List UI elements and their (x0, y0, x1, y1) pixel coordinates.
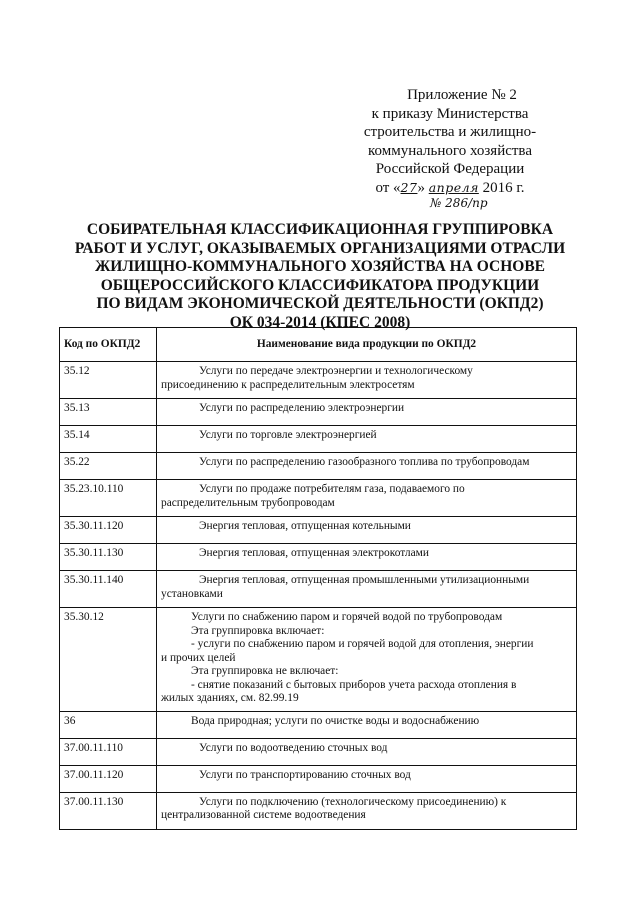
row-code: 36 (60, 711, 157, 738)
row-code: 35.30.11.120 (60, 517, 157, 544)
row-name (157, 608, 577, 712)
appendix-country-line: Российской Федерации (375, 161, 525, 178)
row-code: 35.30.12 (60, 608, 157, 712)
date-month-handwritten: апреля (428, 179, 479, 195)
title-line-6: ОК 034-2014 (КПЕС 2008) (229, 313, 411, 331)
table-row (60, 480, 577, 517)
appendix-ministry-line-1: строительства и жилищно- (363, 124, 537, 141)
row-name-line: Услуги по торговле электроэнергией (199, 429, 377, 441)
table-row (60, 765, 577, 792)
title-line-4: ОБЩЕРОССИЙСКОГО КЛАССИФИКАТОРА ПРОДУКЦИИ (100, 276, 540, 294)
row-name-line: Услуги по транспортированию сточных вод (199, 768, 411, 781)
row-name (157, 362, 577, 399)
row-name (157, 765, 577, 792)
row-name-line: Энергия тепловая, отпущенная котельными (199, 520, 411, 532)
row-name (157, 571, 577, 608)
row-name (157, 399, 577, 426)
row-code: 35.22 (60, 453, 157, 480)
row-name-line: Эта группировка не включает: (191, 665, 339, 677)
header-code: Код по ОКПД2 (60, 328, 157, 362)
row-name (157, 517, 577, 544)
row-name-line: Услуги по водоотведению сточных вод (199, 741, 388, 754)
date-year: 2016 г. (478, 179, 525, 196)
row-name-line: - услуги по снабжению паром и горячей водой для отопления, энергии (191, 638, 534, 650)
row-name-line: Энергия тепловая, отпущенная электрокотлами (199, 547, 429, 559)
table-row (60, 517, 577, 544)
row-code: 35.30.11.140 (60, 571, 157, 608)
title-line-5: ПО ВИДАМ ЭКОНОМИЧЕСКОЙ ДЕЯТЕЛЬНОСТИ (ОКПД2) (96, 295, 544, 313)
table-row (60, 792, 577, 829)
row-name-line: Эта группировка включает: (191, 624, 325, 637)
row-name (157, 544, 577, 571)
table-row (60, 738, 577, 765)
title-line-2: РАБОТ И УСЛУГ, ОКАЗЫВАЕМЫХ ОРГАНИЗАЦИЯМИ ОТРАСЛИ (74, 239, 566, 257)
row-name-line: и прочих целей (161, 651, 236, 664)
row-code: 37.00.11.110 (60, 738, 157, 765)
appendix-block (300, 86, 600, 198)
table-row (60, 571, 577, 608)
row-name (157, 480, 577, 517)
appendix-order-line: к приказу Министерства (371, 105, 529, 122)
row-name-line: - снятие показаний с бытовых приборов учета расхода отопления в (191, 678, 517, 691)
row-name-line: присоединению к распределительным электросетям (161, 378, 415, 391)
row-name-line: централизованной системе водоотведения (161, 809, 366, 821)
table-row (60, 453, 577, 480)
table-row (60, 399, 577, 426)
row-name-line: Услуги по передаче электроэнергии и технологическому (199, 365, 473, 377)
order-number-handwritten: № 286/пр (430, 196, 488, 210)
row-name (157, 711, 577, 738)
document-title (40, 221, 600, 333)
row-name-line: установками (161, 587, 223, 600)
row-name-line: жилых зданиях, см. 82.99.19 (161, 692, 299, 704)
row-name (157, 453, 577, 480)
row-code: 35.30.11.130 (60, 544, 157, 571)
row-name (157, 426, 577, 453)
appendix-ministry-line-2: коммунального хозяйства (368, 142, 532, 159)
date-prefix: от « (375, 179, 401, 196)
row-name (157, 792, 577, 829)
title-line-3: ЖИЛИЩНО-КОММУНАЛЬНОГО ХОЗЯЙСТВА НА ОСНОВЕ (94, 258, 545, 276)
row-name-line: Услуги по подключению (технологическому присоединению) к (199, 795, 507, 808)
row-name-line: Энергия тепловая, отпущенная промышленными утилизационными (199, 574, 530, 586)
row-code: 35.13 (60, 399, 157, 426)
table-row (60, 426, 577, 453)
row-code: 37.00.11.120 (60, 765, 157, 792)
table-row (60, 544, 577, 571)
row-name-line: Услуги по снабжению паром и горячей водой по трубопроводам (191, 611, 503, 623)
row-name-line: Услуги по распределению электроэнергии (199, 402, 405, 414)
table-row (60, 711, 577, 738)
date-mid: » (417, 179, 429, 196)
row-name (157, 738, 577, 765)
row-code: 37.00.11.130 (60, 792, 157, 829)
date-day-handwritten: 27 (400, 179, 418, 195)
table-header-row (60, 328, 577, 362)
row-name-line: Услуги по продаже потребителям газа, подаваемого по (199, 483, 465, 495)
table-row (60, 362, 577, 399)
title-line-1: СОБИРАТЕЛЬНАЯ КЛАССИФИКАЦИОННАЯ ГРУППИРОВКА (86, 221, 554, 238)
appendix-title: Приложение № 2 (407, 87, 517, 103)
appendix-date (300, 179, 600, 198)
row-code: 35.14 (60, 426, 157, 453)
row-name-line: Вода природная; услуги по очистке воды и водоснабжению (191, 714, 480, 727)
row-code: 35.23.10.110 (60, 480, 157, 517)
header-name: Наименование вида продукции по ОКПД2 (157, 328, 577, 362)
okpd2-table (59, 327, 577, 830)
row-code: 35.12 (60, 362, 157, 399)
row-name-line: распределительным трубопроводам (161, 496, 335, 509)
table-row (60, 608, 577, 712)
row-name-line: Услуги по распределению газообразного топлива по трубопроводам (199, 456, 530, 468)
